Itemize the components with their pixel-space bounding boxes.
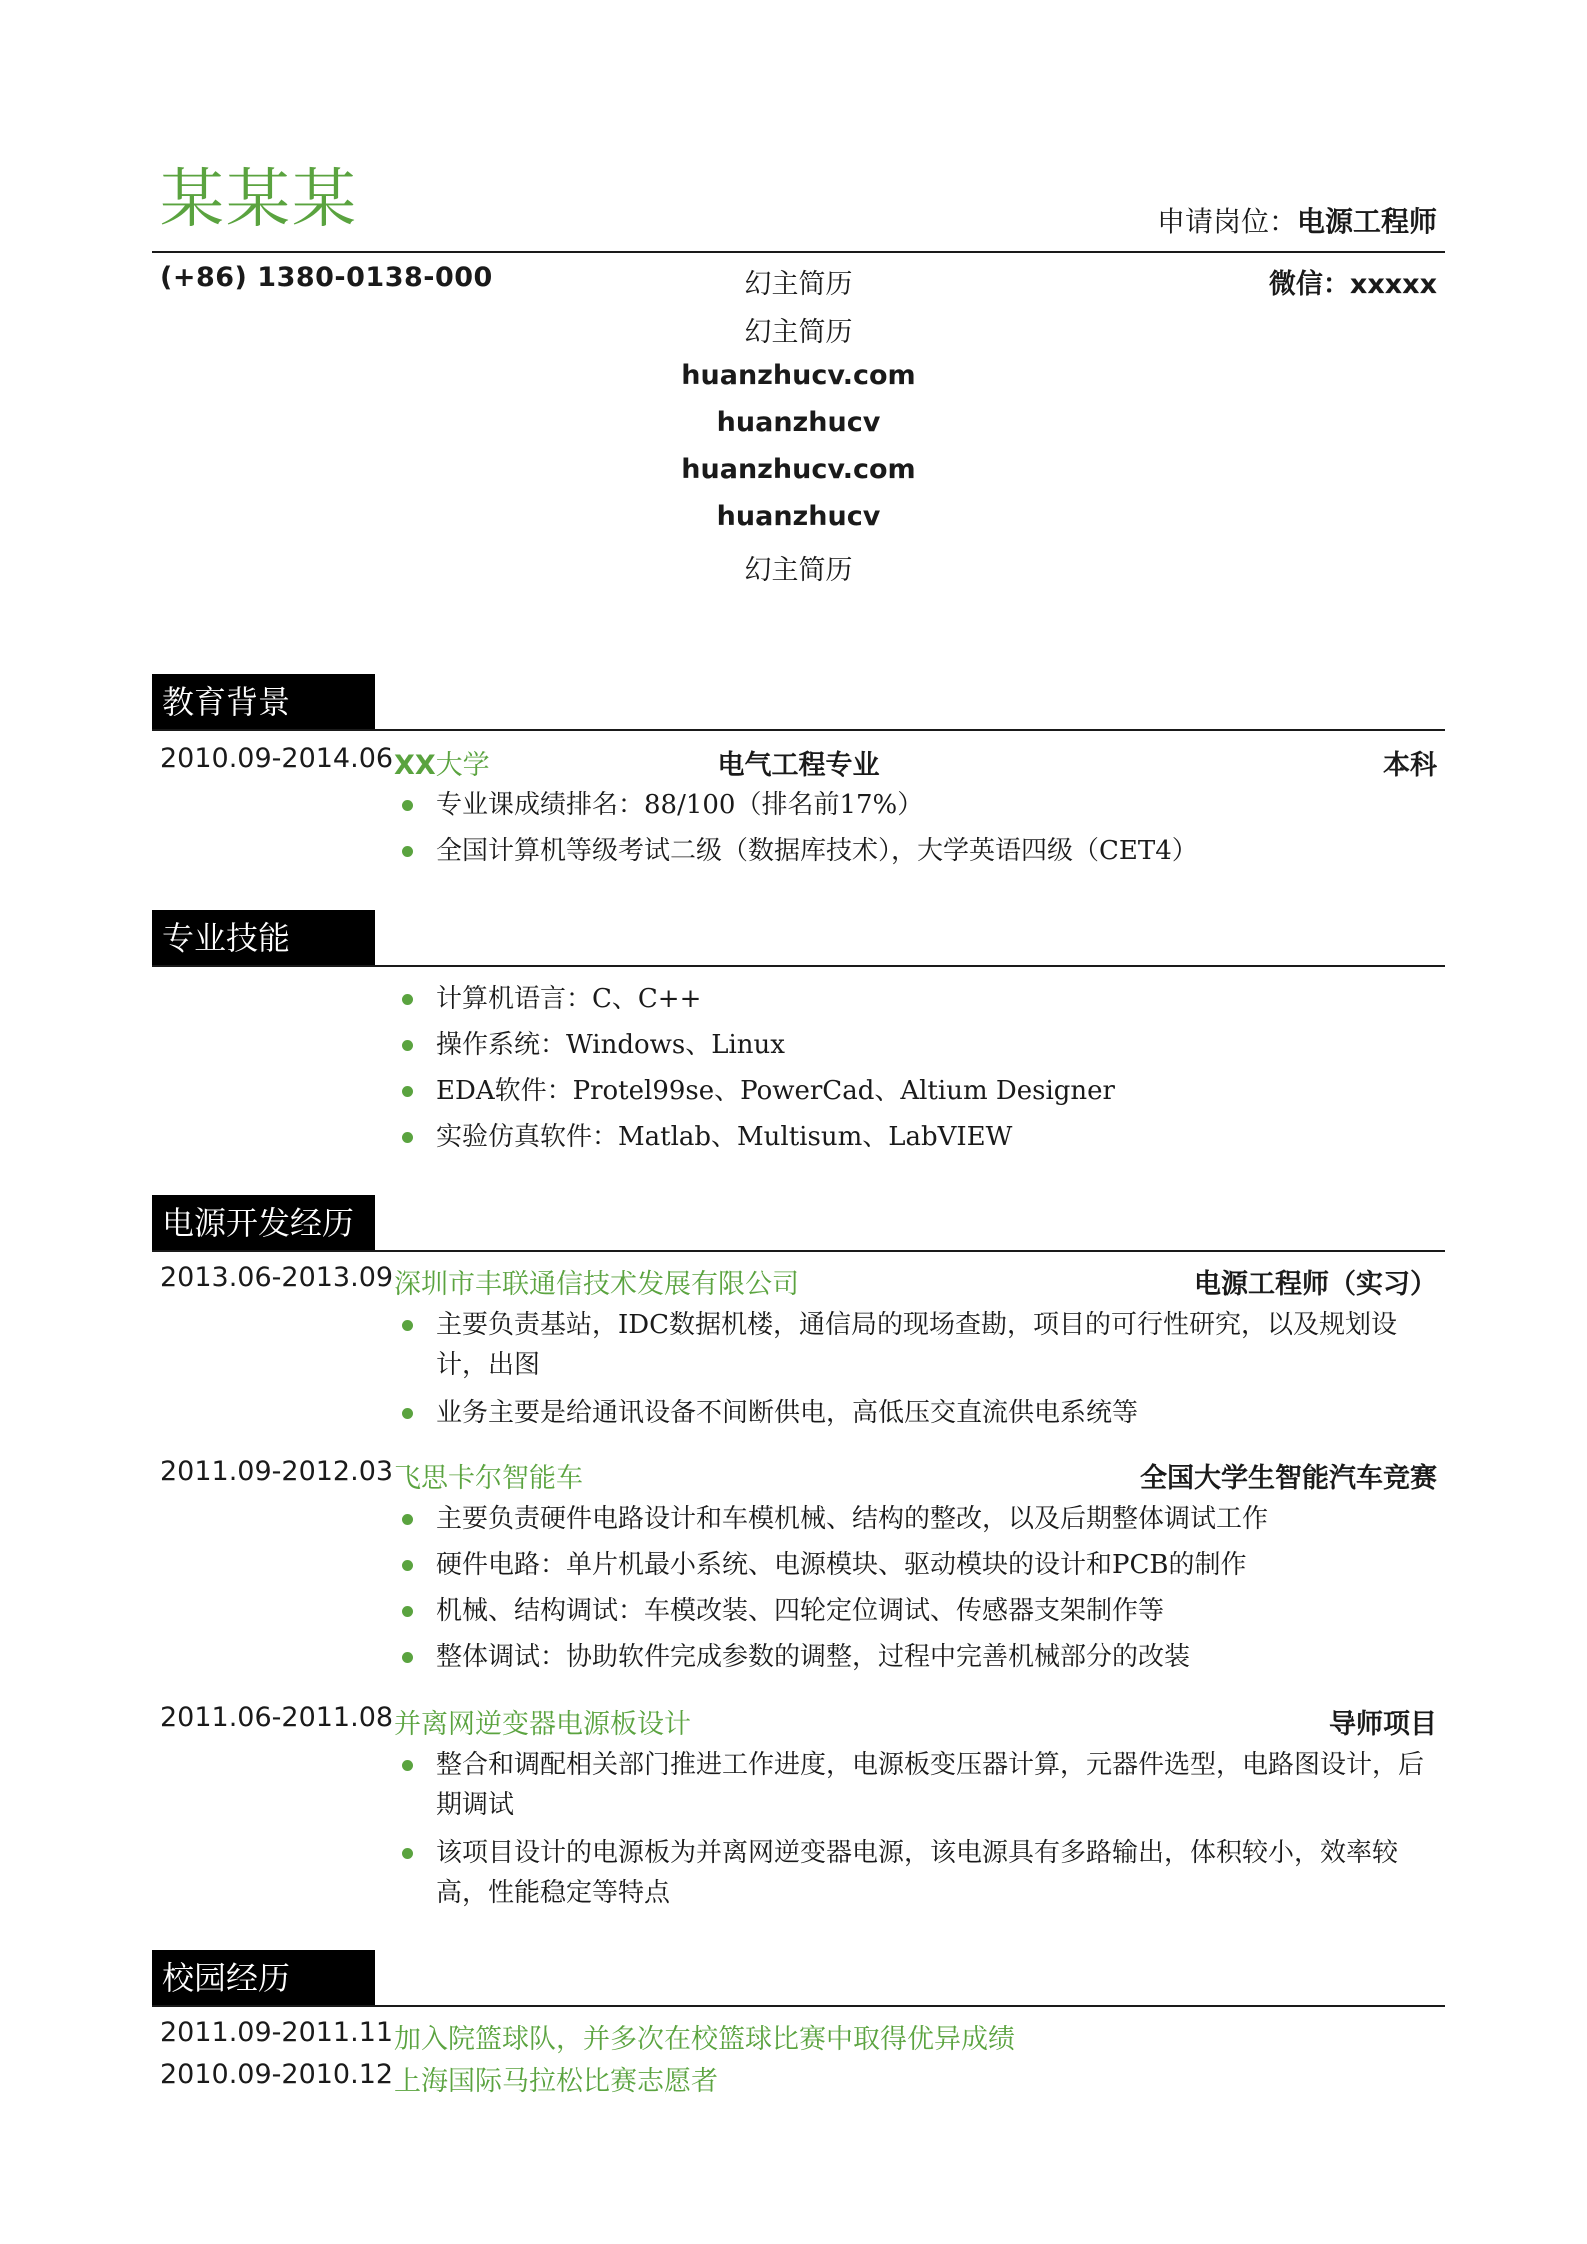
campus-entry bbox=[152, 2059, 1445, 2095]
entry-date: 2011.06-2011.08 bbox=[160, 1702, 394, 1733]
list-item: 机械、结构调试：车模改装、四轮定位调试、传感器支架制作等 bbox=[402, 1591, 1445, 1631]
entry-date: 2010.09-2014.06 bbox=[160, 743, 394, 774]
phone-number: (+86) 1380-0138-000 bbox=[160, 262, 493, 293]
role: 导师项目 bbox=[1329, 1709, 1437, 1740]
list-item: 整合和调配相关部门推进工作进度，电源板变压器计算，元器件选型，电路图设计，后期调试 bbox=[402, 1745, 1445, 1825]
entry-date: 2013.06-2013.09 bbox=[160, 1262, 394, 1293]
bullet-dot-icon bbox=[402, 1408, 413, 1419]
list-item: 主要负责基站，IDC数据机楼，通信局的现场查勘，项目的可行性研究，以及规划设计，出图 bbox=[402, 1305, 1445, 1385]
position-label: 申请岗位： bbox=[1156, 205, 1297, 238]
bullet-dot-icon bbox=[402, 1086, 413, 1097]
section-rule bbox=[152, 1250, 1445, 1252]
center-line-3: huanzhucv.com bbox=[681, 360, 916, 391]
center-line-5: huanzhucv.com bbox=[681, 454, 916, 485]
major: 电气工程专业 bbox=[717, 750, 880, 781]
bullet-dot-icon bbox=[402, 1040, 413, 1051]
section-experience bbox=[152, 1195, 1445, 1251]
section-title: 电源开发经历 bbox=[152, 1195, 375, 1251]
list-item: 全国计算机等级考试二级（数据库技术），大学英语四级（CET4） bbox=[402, 831, 1445, 871]
organization: 深圳市丰联通信技术发展有限公司 bbox=[394, 1269, 799, 1300]
degree: 本科 bbox=[1383, 750, 1437, 781]
list-item: EDA软件：Protel99se、PowerCad、Altium Designer bbox=[402, 1071, 1445, 1111]
list-item: 专业课成绩排名：88/100（排名前17%） bbox=[402, 785, 1445, 825]
bullet-dot-icon bbox=[402, 1514, 413, 1525]
campus-activity: 加入院篮球队，并多次在校篮球比赛中取得优异成绩 bbox=[394, 2024, 1015, 2055]
entry-date: 2011.09-2011.11 bbox=[160, 2017, 394, 2048]
school-prefix: XX bbox=[394, 750, 436, 781]
center-line-1: 幻主简历 bbox=[744, 269, 853, 300]
bullet-dot-icon bbox=[402, 846, 413, 857]
organization: 并离网逆变器电源板设计 bbox=[394, 1709, 691, 1740]
list-item: 实验仿真软件：Matlab、Multisum、LabVIEW bbox=[402, 1117, 1445, 1157]
list-item: 主要负责硬件电路设计和车模机械、结构的整改，以及后期整体调试工作 bbox=[402, 1499, 1445, 1539]
experience-entry bbox=[152, 1456, 1445, 1492]
list-item: 计算机语言：C、C++ bbox=[402, 979, 1445, 1019]
candidate-name: 某某某 bbox=[160, 163, 358, 237]
bullet-dot-icon bbox=[402, 1320, 413, 1331]
section-skills bbox=[152, 910, 1445, 966]
position-value: 电源工程师 bbox=[1296, 205, 1437, 238]
school-suffix: 大学 bbox=[435, 750, 490, 781]
bullet-dot-icon bbox=[402, 1560, 413, 1571]
wechat-value: xxxxx bbox=[1349, 269, 1437, 300]
header-divider bbox=[152, 251, 1445, 253]
role: 全国大学生智能汽车竞赛 bbox=[1140, 1463, 1437, 1494]
list-item: 该项目设计的电源板为并离网逆变器电源，该电源具有多路输出，体积较小，效率较高，性能稳定等特点 bbox=[402, 1833, 1445, 1913]
list-item: 整体调试：协助软件完成参数的调整，过程中完善机械部分的改装 bbox=[402, 1637, 1445, 1677]
campus-entry bbox=[152, 2017, 1445, 2053]
section-rule bbox=[152, 965, 1445, 967]
center-line-2: 幻主简历 bbox=[744, 317, 853, 348]
section-education bbox=[152, 674, 1445, 730]
bullet-dot-icon bbox=[402, 1132, 413, 1143]
bullet-dot-icon bbox=[402, 1760, 413, 1771]
role: 电源工程师（实习） bbox=[1194, 1269, 1437, 1300]
section-title: 专业技能 bbox=[152, 910, 375, 966]
campus-activity: 上海国际马拉松比赛志愿者 bbox=[394, 2066, 718, 2097]
list-item: 操作系统：Windows、Linux bbox=[402, 1025, 1445, 1065]
bullet-dot-icon bbox=[402, 1652, 413, 1663]
section-campus bbox=[152, 1950, 1445, 2006]
section-title: 教育背景 bbox=[152, 674, 375, 730]
education-entry bbox=[152, 743, 1445, 779]
applied-position bbox=[1156, 205, 1437, 238]
experience-entry bbox=[152, 1262, 1445, 1298]
list-item: 硬件电路：单片机最小系统、电源模块、驱动模块的设计和PCB的制作 bbox=[402, 1545, 1445, 1585]
list-item: 业务主要是给通讯设备不间断供电，高低压交直流供电系统等 bbox=[402, 1393, 1445, 1433]
section-rule bbox=[152, 729, 1445, 731]
bullet-dot-icon bbox=[402, 994, 413, 1005]
wechat-label: 微信： bbox=[1268, 269, 1350, 300]
entry-date: 2011.09-2012.03 bbox=[160, 1456, 394, 1487]
section-title: 校园经历 bbox=[152, 1950, 375, 2006]
center-line-6: huanzhucv bbox=[716, 501, 881, 532]
section-rule bbox=[152, 2005, 1445, 2007]
bullet-dot-icon bbox=[402, 1606, 413, 1617]
bullet-dot-icon bbox=[402, 1848, 413, 1859]
organization: 飞思卡尔智能车 bbox=[394, 1463, 583, 1494]
entry-date: 2010.09-2010.12 bbox=[160, 2059, 394, 2090]
bullet-dot-icon bbox=[402, 800, 413, 811]
center-line-4: huanzhucv bbox=[716, 407, 881, 438]
center-line-7: 幻主简历 bbox=[744, 555, 853, 586]
experience-entry bbox=[152, 1702, 1445, 1738]
